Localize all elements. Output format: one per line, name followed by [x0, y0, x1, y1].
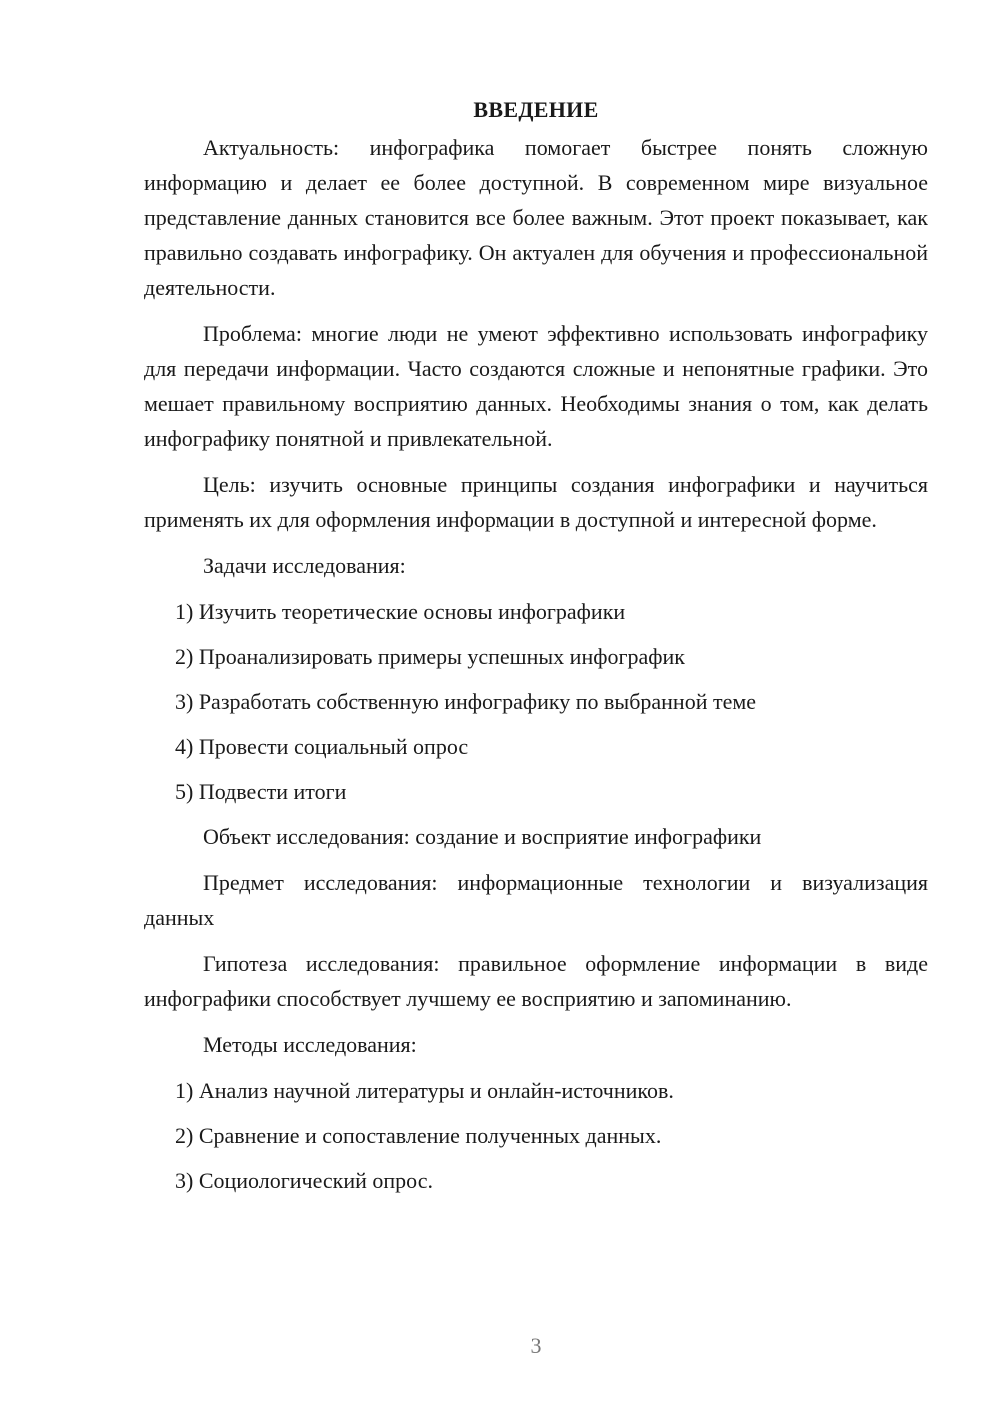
problem-paragraph: Проблема: многие люди не умеют эффективно использовать инфографику для передачи информации. Часто создаются сложные и непонятные графики. Это мешает правильному восприятию данных. Необходимы знания о том, как делать инфографику понятной и привлекательной. [144, 321, 928, 451]
methods-heading: Методы исследования: [203, 1032, 417, 1057]
methods-list [144, 1073, 928, 1198]
method-item: 1) Анализ научной литературы и онлайн-источников. [175, 1078, 674, 1103]
method-item: 2) Сравнение и сопоставление полученных данных. [175, 1123, 662, 1148]
task-item: 4) Провести социальный опрос [175, 734, 469, 759]
subject-paragraph: Предмет исследования: информационные технологии и визуализация данных [144, 870, 928, 930]
task-item: 3) Разработать собственную инфографику по выбранной теме [175, 689, 757, 714]
tasks-heading: Задачи исследования: [203, 553, 406, 578]
hypothesis-paragraph: Гипотеза исследования: правильное оформление информации в виде инфографики способствует лучшему ее восприятию и запоминанию. [144, 951, 928, 1011]
task-item: 5) Подвести итоги [175, 779, 347, 804]
tasks-list [144, 594, 928, 809]
method-item: 3) Социологический опрос. [175, 1168, 433, 1193]
section-title: ВВЕДЕНИЕ [473, 97, 599, 122]
page-number: 3 [530, 1333, 542, 1358]
page-content [144, 92, 928, 1208]
object-paragraph: Объект исследования: создание и восприятие инфографики [203, 824, 762, 849]
goal-paragraph: Цель: изучить основные принципы создания инфографики и научиться применять их для оформления информации в доступной и интересной форме. [144, 472, 928, 532]
task-item: 1) Изучить теоретические основы инфографики [175, 599, 626, 624]
relevance-paragraph: Актуальность: инфографика помогает быстрее понять сложную информацию и делает ее более доступной. В современном мире визуальное представление данных становится все более важным. Этот проект показывает, как правильно создавать инфографику. Он актуален для обучения и профессиональной деятельности. [144, 135, 928, 300]
task-item: 2) Проанализировать примеры успешных инфографик [175, 644, 685, 669]
